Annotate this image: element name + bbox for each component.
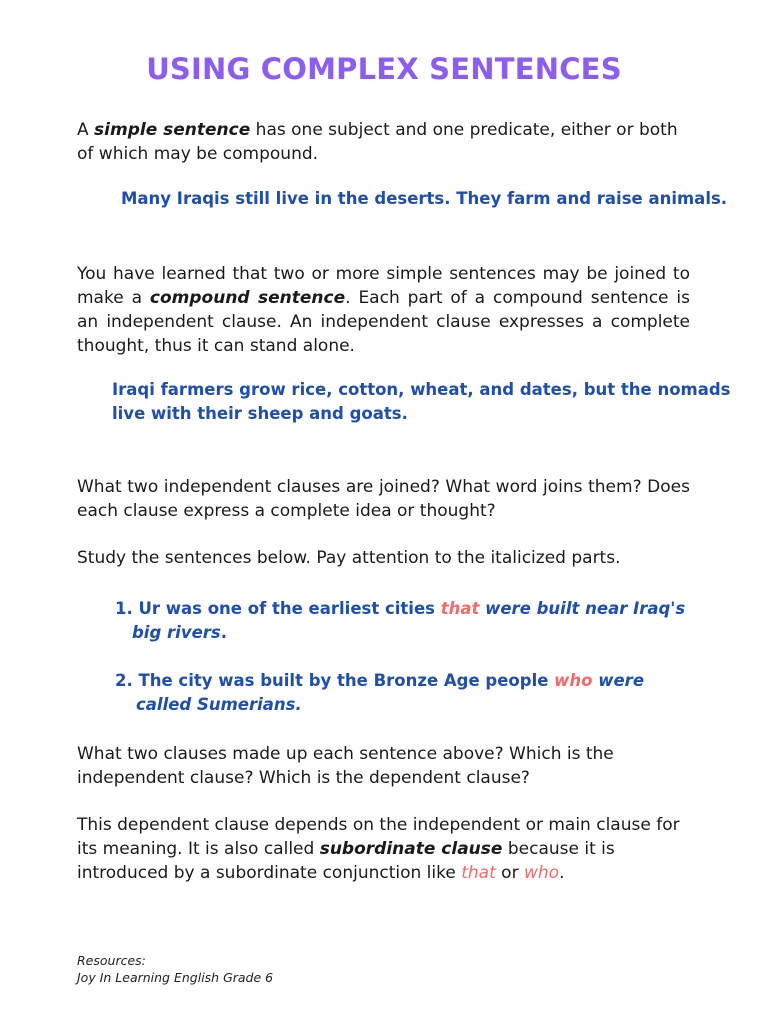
text-segment: . (559, 863, 565, 883)
conjunction-who: who (523, 863, 560, 883)
page-title: USING COMPLEX SENTENCES (146, 52, 622, 86)
example-line: live with their sheep and goats. (112, 404, 408, 423)
term-simple-sentence: simple sentence (94, 120, 251, 140)
italic-clause: were (592, 671, 645, 690)
example-simple-sentence: Many Iraqis still live in the deserts. They farm and raise animals. (121, 189, 728, 208)
example-line (115, 669, 644, 693)
italic-clause: called Sumerians. (136, 695, 302, 714)
resources-book: Joy In Learning English Grade 6 (77, 970, 274, 985)
text-segment: . (220, 623, 228, 642)
resources-label: Resources: (77, 953, 146, 968)
compound-sentence-paragraph (77, 262, 690, 358)
question-paragraph: What two independent clauses are joined? What word joins them? Does each clause express a complete idea or thought? (77, 477, 690, 521)
term-subordinate-clause: subordinate clause (319, 839, 503, 859)
text-segment: 1. Ur was one of the earliest cities (115, 599, 441, 618)
text-segment: 2. The city was built by the Bronze Age people (115, 671, 555, 690)
text-segment: This dependent clause depends on the independent or main clause for its meaning. It is also called (77, 815, 680, 859)
conjunction-who: who (554, 671, 593, 690)
conjunction-that: that (440, 599, 480, 618)
text-segment: because it is introduced by a subordinate conjunction like (77, 839, 615, 883)
example-line (115, 597, 685, 621)
term-compound-sentence: compound sentence (149, 288, 346, 308)
subordinate-clause-paragraph (77, 813, 690, 885)
example-item-2 (115, 669, 644, 717)
italic-clause: big rivers (132, 623, 221, 642)
instruction-paragraph: Study the sentences below. Pay attention to the italicized parts. (77, 548, 621, 568)
clauses-question-paragraph: What two clauses made up each sentence above? Which is the independent clause? Which is the dependent clause? (77, 744, 614, 788)
text-segment: or (495, 863, 524, 883)
example-compound-sentence (112, 378, 731, 426)
conjunction-that: that (461, 863, 496, 883)
example-item-1 (115, 597, 685, 645)
text-segment: You have learned that two or more simple sentences may be joined to make a (77, 264, 690, 308)
example-line: Iraqi farmers grow rice, cotton, wheat, and dates, but the nomads (112, 380, 731, 399)
example-line (115, 693, 644, 717)
text-segment: has one subject and one predicate, either or both of which may be compound. (77, 120, 678, 164)
italic-clause: were built near Iraq's (479, 599, 686, 618)
example-line (115, 621, 685, 645)
text-segment: . Each part of a compound sentence is an independent clause. An independent clause expresses a complete thought, thus it can stand alone. (77, 288, 690, 356)
simple-sentence-paragraph (77, 118, 690, 166)
resources-note (77, 952, 273, 986)
text-segment: A (77, 120, 95, 140)
